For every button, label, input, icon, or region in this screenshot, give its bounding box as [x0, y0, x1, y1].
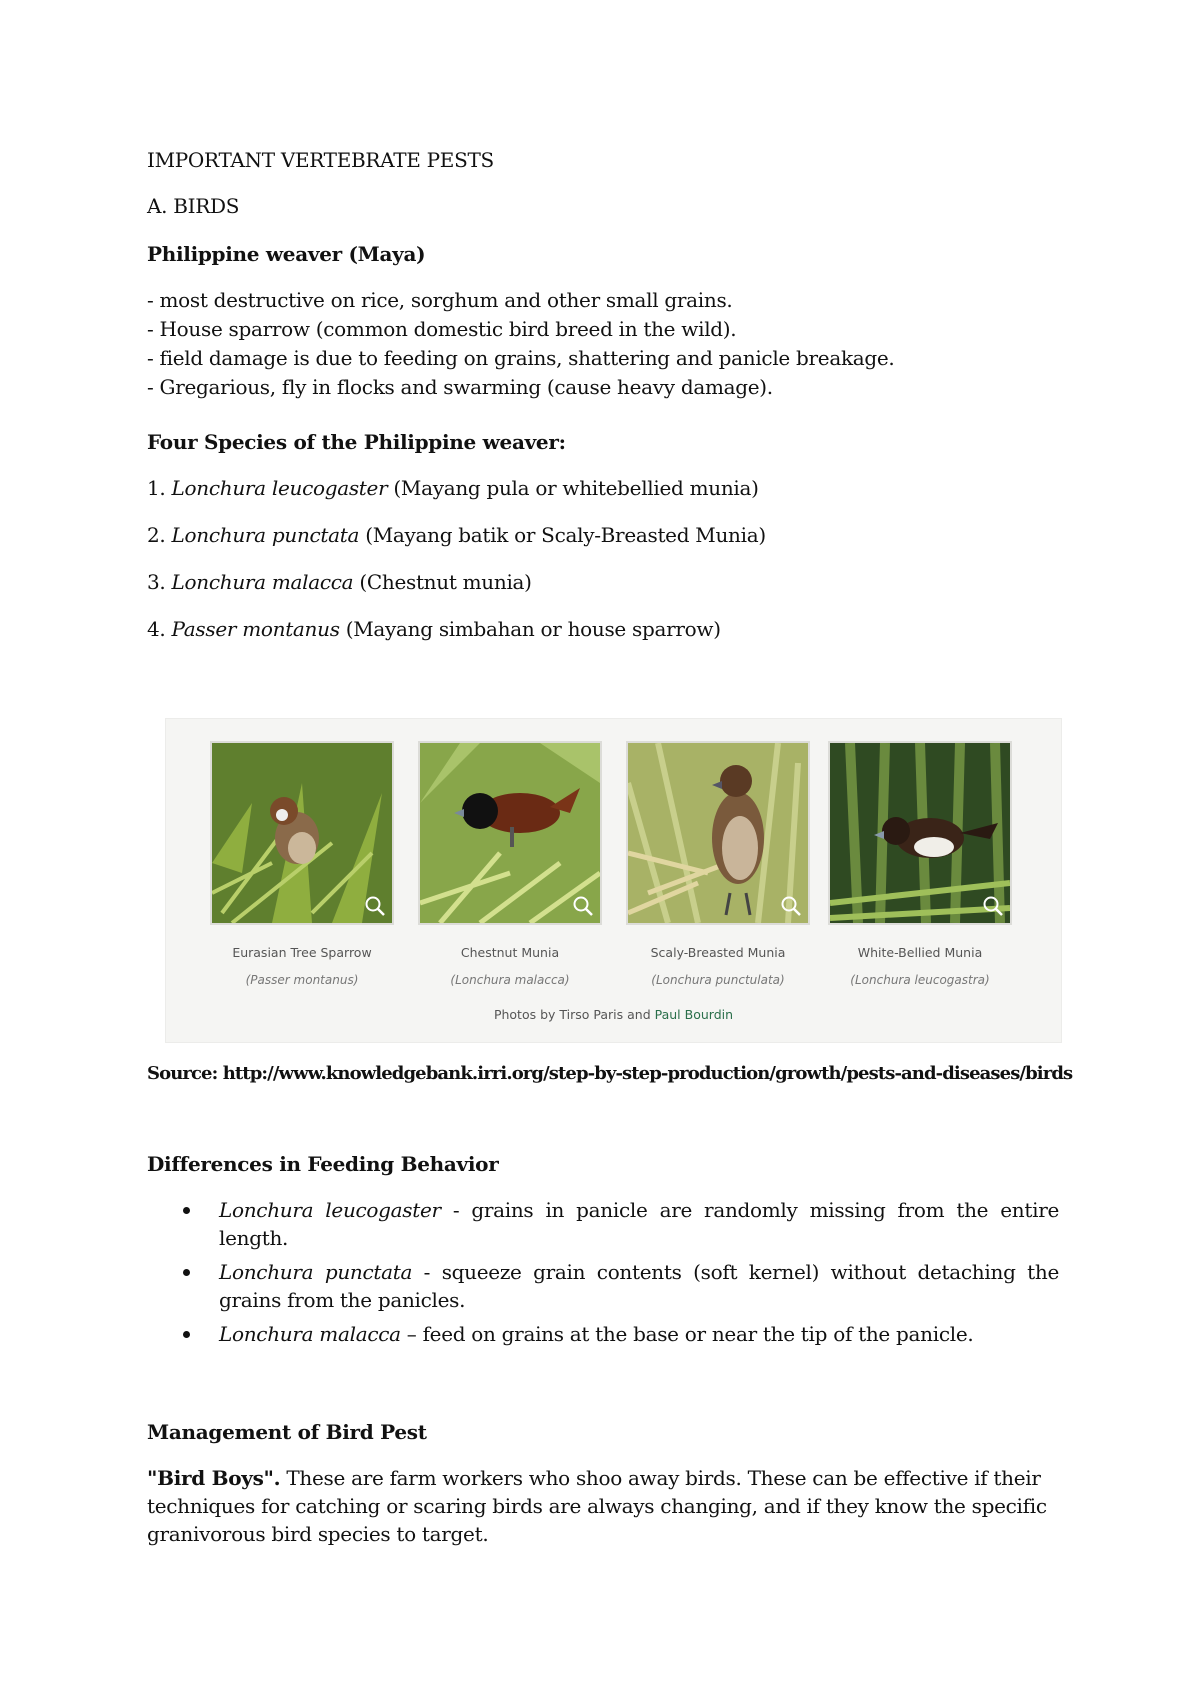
- photo-card-chestnut-munia: [418, 741, 602, 988]
- species-item: 2. Lonchura punctata (Mayang batik or Scaly-Breasted Munia): [147, 523, 766, 547]
- bird-photo-panel: [165, 718, 1062, 1043]
- management-paragraph: "Bird Boys". These are farm workers who shoo away birds. These can be effective if their techniques for catching or scaring birds are always changing, and if they know the specific granivorous bird species to target.: [147, 1466, 1047, 1546]
- photo-card-scaly-breasted-munia: [626, 741, 810, 988]
- photographer-link[interactable]: Paul Bourdin: [654, 1007, 734, 1022]
- feeding-behavior-list: [147, 1196, 1059, 1354]
- photo-card-white-bellied-munia: [828, 741, 1012, 988]
- zoom-icon[interactable]: [572, 895, 594, 917]
- photo-scientific-name: (Passer montanus): [245, 973, 359, 987]
- weaver-fact: - House sparrow (common domestic bird breed in the wild).: [147, 317, 737, 341]
- bullet-icon: [183, 1207, 190, 1214]
- zoom-icon[interactable]: [780, 895, 802, 917]
- white-bellied-munia-photo[interactable]: [828, 741, 1012, 925]
- section-heading: A. BIRDS: [147, 194, 240, 218]
- feeding-item: Lonchura punctata - squeeze grain contents (soft kernel) without detaching the grains from the panicles.: [147, 1258, 1059, 1314]
- weaver-heading: Philippine weaver (Maya): [147, 242, 426, 266]
- photo-scientific-name: (Lonchura malacca): [450, 973, 570, 987]
- bullet-icon: [183, 1269, 190, 1276]
- scaly-breasted-munia-photo[interactable]: [626, 741, 810, 925]
- species-item: 4. Passer montanus (Mayang simbahan or house sparrow): [147, 617, 721, 641]
- bullet-icon: [183, 1331, 190, 1338]
- weaver-fact: - most destructive on rice, sorghum and other small grains.: [147, 288, 733, 312]
- photo-card-tree-sparrow: [210, 741, 394, 988]
- weaver-facts: [147, 286, 894, 402]
- weaver-fact: - field damage is due to feeding on grains, shattering and panicle breakage.: [147, 346, 895, 370]
- management-heading: Management of Bird Pest: [147, 1420, 427, 1444]
- document-title: IMPORTANT VERTEBRATE PESTS: [147, 148, 494, 172]
- feeding-item: Lonchura leucogaster - grains in panicle are randomly missing from the entire length.: [147, 1196, 1059, 1252]
- photo-scientific-name: (Lonchura leucogastra): [850, 973, 990, 987]
- tree-sparrow-photo[interactable]: [210, 741, 394, 925]
- source-citation: Source: http://www.knowledgebank.irri.org/step-by-step-production/growth/pests-and-diseases/birds: [147, 1063, 1073, 1084]
- photo-common-name: Chestnut Munia: [460, 945, 560, 960]
- species-list: [147, 474, 766, 662]
- zoom-icon[interactable]: [982, 895, 1004, 917]
- species-item: 1. Lonchura leucogaster (Mayang pula or whitebellied munia): [147, 476, 759, 500]
- photo-common-name: White-Bellied Munia: [857, 945, 983, 960]
- species-heading: Four Species of the Philippine weaver:: [147, 430, 566, 454]
- feeding-heading: Differences in Feeding Behavior: [147, 1152, 499, 1176]
- chestnut-munia-photo[interactable]: [418, 741, 602, 925]
- feeding-item: Lonchura malacca – feed on grains at the base or near the tip of the panicle.: [147, 1320, 1059, 1348]
- photo-common-name: Eurasian Tree Sparrow: [232, 945, 372, 960]
- photo-common-name: Scaly-Breasted Munia: [650, 945, 786, 960]
- weaver-fact: - Gregarious, fly in flocks and swarming (cause heavy damage).: [147, 375, 773, 399]
- zoom-icon[interactable]: [364, 895, 386, 917]
- photo-credit: Photos by Tirso Paris and Paul Bourdin: [493, 1007, 734, 1022]
- photo-scientific-name: (Lonchura punctulata): [651, 973, 785, 987]
- species-item: 3. Lonchura malacca (Chestnut munia): [147, 570, 532, 594]
